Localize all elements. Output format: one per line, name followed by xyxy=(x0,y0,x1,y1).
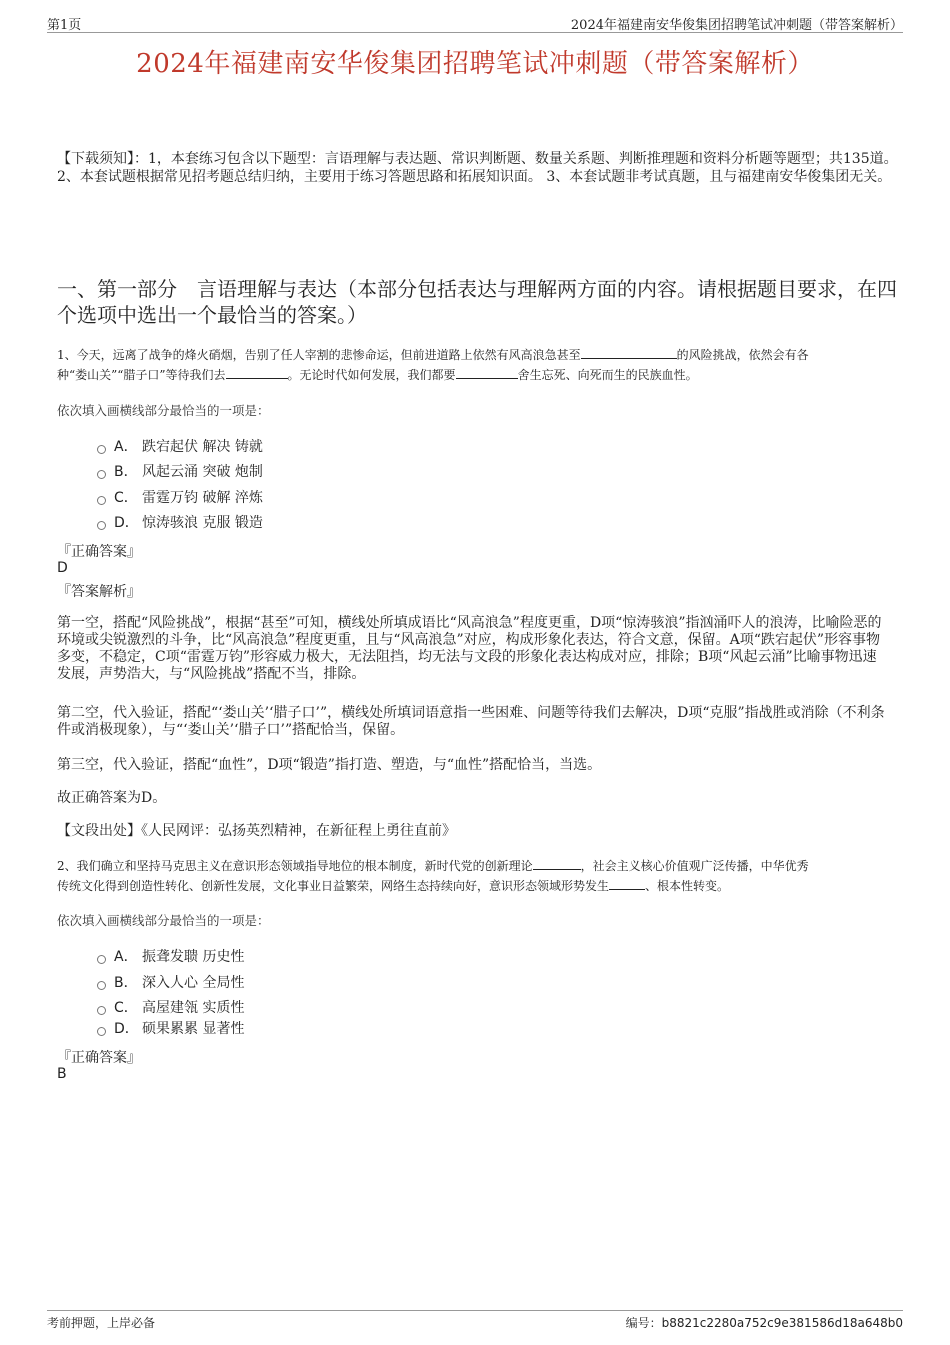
option-c[interactable]: C． 雷霆万钧 破解 淬炼 xyxy=(97,488,263,506)
option-d[interactable]: D． 惊涛骇浪 克服 锻造 xyxy=(97,513,263,531)
download-notice: 【下载须知】：1，本套练习包含以下题型：言语理解与表达题、常识判断题、数量关系题、判断推理题和资料分析题等题型；共135道。 2、本套试题根据常见招考题总结归纳，主要用于练习答题思路和拓展知识面。 3、本套试题非考试真题，且与福建南安华俊集团无关。 xyxy=(57,151,898,185)
radio-icon[interactable] xyxy=(97,521,106,530)
option-a[interactable]: A． 跌宕起伏 解决 铸就 xyxy=(97,437,263,455)
answer-value: B xyxy=(57,1066,67,1082)
answer-label: 『正确答案』 xyxy=(57,544,141,560)
radio-icon[interactable] xyxy=(97,1027,106,1036)
section-title: 一、第一部分 言语理解与表达（本部分包括表达与理解两方面的内容。请根据题目要求，在四个选项中选出一个最恰当的答案。） xyxy=(57,277,897,327)
header-divider xyxy=(47,32,903,33)
radio-icon[interactable] xyxy=(97,496,106,505)
answer-value: D xyxy=(57,560,68,576)
analysis-paragraph: 第二空，代入验证，搭配“‘娄山关’‘腊子口’”，横线处所填词语意指一些困难、问题等待我们去解决，D项“克服”指战胜或消除（不利条件或消极现象），与“‘娄山关’‘腊子口’”搭配恰当，保留。 xyxy=(57,705,885,738)
question-1-text: 1、今天，远离了战争的烽火硝烟，告别了任人宰割的悲惨命运，但前进道路上依然有风高浪急甚至 的风险挑战，依然会有各 种“娄山关”“腊子口”等待我们去 。无论时代如何发展，我们都要 舍生忘死、向死而生的民族血性。 xyxy=(57,348,809,382)
question-1-instruction: 依次填入画横线部分最恰当的一项是： xyxy=(57,403,270,418)
radio-icon[interactable] xyxy=(97,981,106,990)
option-b[interactable]: B． 深入人心 全局性 xyxy=(97,973,244,991)
question-2-instruction: 依次填入画横线部分最恰当的一项是： xyxy=(57,913,270,928)
analysis-label: 『答案解析』 xyxy=(57,584,141,600)
radio-icon[interactable] xyxy=(97,1006,106,1015)
radio-icon[interactable] xyxy=(97,955,106,964)
footer-slogan: 考前押题，上岸必备 xyxy=(47,1316,156,1330)
option-c[interactable]: C． 高屋建瓴 实质性 xyxy=(97,998,244,1016)
question-2-text: 2、我们确立和坚持马克思主义在意识形态领域指导地位的根本制度，新时代党的创新理论 ，社会主义核心价值观广泛传播，中华优秀 传统文化得到创造性转化、创新性发展，文化事业日益繁荣，网络生态持续向好，意识形态领域形势发生 、根本性转变。 xyxy=(57,859,809,893)
option-b[interactable]: B． 风起云涌 突破 炮制 xyxy=(97,462,263,480)
footer-divider xyxy=(47,1310,903,1311)
radio-icon[interactable] xyxy=(97,470,106,479)
header-doc-title: 2024年福建南安华俊集团招聘笔试冲刺题（带答案解析） xyxy=(570,18,903,33)
header-page-number: 第1页 xyxy=(47,18,82,33)
option-d[interactable]: D． 硕果累累 显著性 xyxy=(97,1019,244,1037)
option-a[interactable]: A． 振聋发聩 历史性 xyxy=(97,947,244,965)
radio-icon[interactable] xyxy=(97,445,106,454)
answer-label: 『正确答案』 xyxy=(57,1050,141,1066)
analysis-paragraph: 第三空，代入验证，搭配“血性”，D项“锻造”指打造、塑造，与“血性”搭配恰当，当选。 xyxy=(57,757,602,773)
analysis-conclusion: 故正确答案为D。 xyxy=(57,790,167,806)
page-title: 2024年福建南安华俊集团招聘笔试冲刺题（带答案解析） xyxy=(136,49,814,79)
analysis-paragraph: 第一空，搭配“风险挑战”，根据“甚至”可知，横线处所填成语比“风高浪急”程度更重，D项“惊涛骇浪”指汹涌吓人的浪涛，比喻险恶的环境或尖锐激烈的斗争，比“风高浪急”程度更重，且与“风高浪急”对应，构成形象化表达，符合文意，保留。A项“跌宕起伏”形容事物多变，不稳定，C项“雷霆万钧”形容威力极大，无法阻挡，均无法与文段的形象化表达构成对应，排除；B项“风起云涌”比喻事物迅速发展，声势浩大，与“风险挑战”搭配不当，排除。 xyxy=(57,615,882,682)
footer-serial: 编号：b8821c2280a752c9e381586d18a648b0 xyxy=(625,1316,903,1330)
source-citation: 【文段出处】《人民网评：弘扬英烈精神，在新征程上勇往直前》 xyxy=(57,823,456,839)
